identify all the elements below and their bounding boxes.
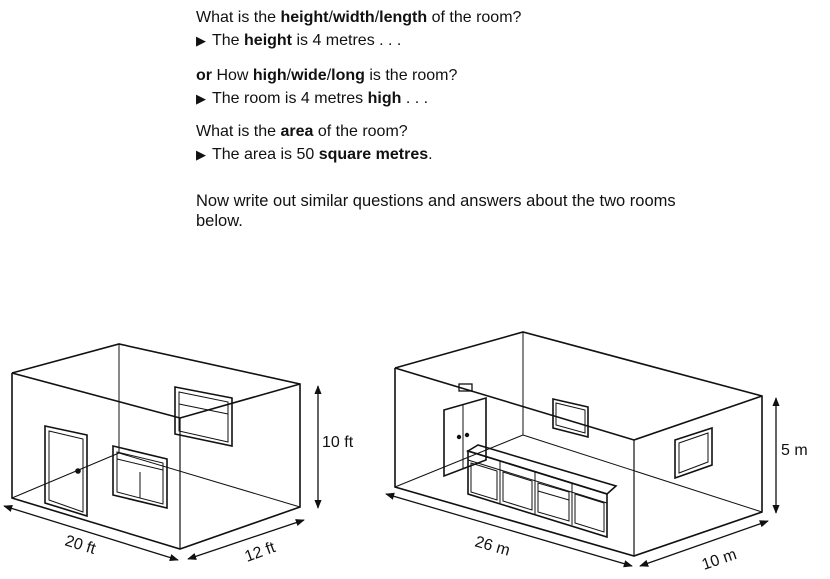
room-2-floor-back-left <box>395 435 523 487</box>
arrow-icon: ▶ <box>196 147 206 162</box>
room-1-height-label: 10 ft <box>322 434 354 451</box>
room-1-front-top-edge <box>12 373 180 418</box>
instruction-line-1: Now write out similar questions and answers about the two rooms <box>196 192 676 210</box>
arrow-icon: ▶ <box>196 33 206 48</box>
room-1-outline <box>12 344 300 549</box>
room-2-floor-back-right <box>523 435 762 512</box>
room-1-width-label: 12 ft <box>242 539 278 566</box>
room-2-length-arrow <box>386 494 632 566</box>
instruction-line-2: below. <box>196 212 243 230</box>
room-1-floor-back-left <box>12 453 119 498</box>
room-1 <box>12 344 300 549</box>
room-2-width-label: 10 m <box>699 546 739 574</box>
question-1: What is the height/width/length of the room? <box>196 9 522 26</box>
door-knob <box>76 469 80 473</box>
answer-2: ▶ The room is 4 metres high . . . <box>196 87 457 110</box>
room-2-side-window <box>675 428 712 478</box>
room-2-length-label: 26 m <box>472 533 512 560</box>
room-2-height-label: 5 m <box>781 442 808 459</box>
room-1-length-label: 20 ft <box>62 532 98 558</box>
question-2: or How high/wide/long is the room? <box>196 67 458 84</box>
room-1-front-window <box>113 446 167 508</box>
room-2-counter <box>468 445 616 537</box>
arrow-icon: ▶ <box>196 91 206 106</box>
room-1-door <box>45 426 87 516</box>
room-2-side-top-edge <box>634 396 762 440</box>
room-1-floor-back-right <box>119 453 300 507</box>
room-2-outline <box>395 332 762 556</box>
question-3: What is the area of the room? <box>196 123 408 140</box>
answer-1: ▶ The height is 4 metres . . . <box>196 29 521 52</box>
room-2 <box>395 332 762 556</box>
room-2-front-top-edge <box>395 368 634 440</box>
answer-3: ▶ The area is 50 square metres. <box>196 143 433 166</box>
room-1-side-top-edge <box>180 384 300 418</box>
